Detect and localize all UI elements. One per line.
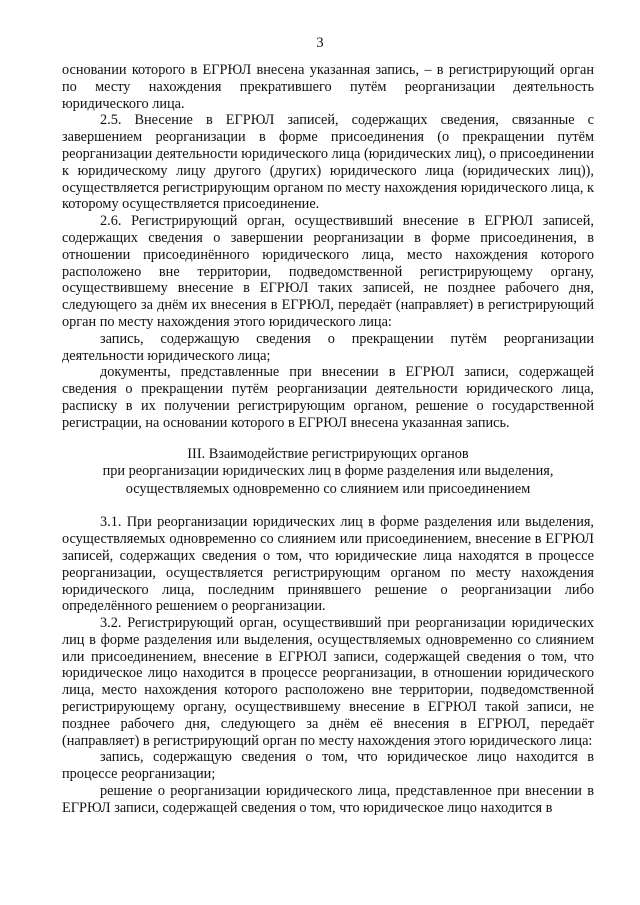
section-heading <box>62 446 594 499</box>
list-item-decision: решение о реорганизации юридического лица, представленное при внесении в ЕГРЮЛ записи, содержащей сведения о том, что юридическое лицо находится в <box>62 783 594 816</box>
paragraph-continuation: основании которого в ЕГРЮЛ внесена указанная запись, – в регистрирующий орган по месту нахождения прекратившего путём реорганизации деятельность юридического лица. <box>62 62 594 112</box>
section-heading-line-2: при реорганизации юридических лиц в форме разделения или выделения, <box>102 463 554 480</box>
section-heading-line-1: III. Взаимодействие регистрирующих органов <box>187 445 469 462</box>
document-body <box>62 62 594 817</box>
list-item-record: запись, содержащую сведения о прекращении путём реорганизации деятельности юридического лица; <box>62 330 594 364</box>
section-heading-line-3: осуществляемых одновременно со слиянием или присоединением <box>125 480 531 497</box>
paragraph-3-1: 3.1. При реорганизации юридических лиц в форме разделения или выделения, осуществляемых одновременно со слиянием или присоединением, внесение в ЕГРЮЛ записей, содержащих сведения о том, что юридические лица находятся в процессе реорганизации, осуществляется регистрирующим органом по месту нахождения юридического лица, последним принявшего решение о реорганизации либо определённого решением о реорганизации. <box>62 514 594 615</box>
list-item-documents: документы, представленные при внесении в ЕГРЮЛ записи, содержащей сведения о прекращении путём реорганизации деятельности юридического лица, расписку в их получении регистрирующим органом, решение о государственной регистрации, на основании которого в ЕГРЮЛ внесена указанная запись. <box>62 364 594 431</box>
paragraph-2-5: 2.5. Внесение в ЕГРЮЛ записей, содержащих сведения, связанные с завершением реорганизации в форме присоединения (о прекращении путём реорганизации деятельности юридического лица (юридических лиц), о присоединении к юридическому лицу другого (других) юридического лица (юридических лиц)), осуществляется регистрирующим органом по месту нахождения юридического лица, к которому осуществляется присоединение. <box>62 112 594 213</box>
list-item-record-2: запись, содержащую сведения о том, что юридическое лицо находится в процессе реорганизации; <box>62 749 594 783</box>
page-number: 3 <box>316 35 324 51</box>
paragraph-2-6: 2.6. Регистрирующий орган, осуществивший внесение в ЕГРЮЛ записей, содержащих сведения о завершении реорганизации в форме присоединения, в отношении присоединённого юридического лица, место нахождения которого расположено вне территории, подведомственной регистрирующему органу, осуществившему внесение в ЕГРЮЛ таких записей, не позднее рабочего дня, следующего за днём их внесения в ЕГРЮЛ, передаёт (направляет) в регистрирующий орган по месту нахождения этого юридического лица: <box>62 213 594 330</box>
paragraph-3-2: 3.2. Регистрирующий орган, осуществивший при реорганизации юридических лиц в форме разделения или выделения, осуществляемых одновременно со слиянием или присоединением, внесение в ЕГРЮЛ записи, содержащей сведения о том, что юридическое лицо находится в процессе реорганизации, в отношении юридического лица, место нахождения которого расположено вне территории, подведомственной регистрирующему органу, осуществившему внесение в ЕГРЮЛ такой записи, не позднее рабочего дня, следующего за днём её внесения в ЕГРЮЛ, передаёт (направляет) в регистрирующий орган по месту нахождения этого юридического лица: <box>62 615 594 749</box>
